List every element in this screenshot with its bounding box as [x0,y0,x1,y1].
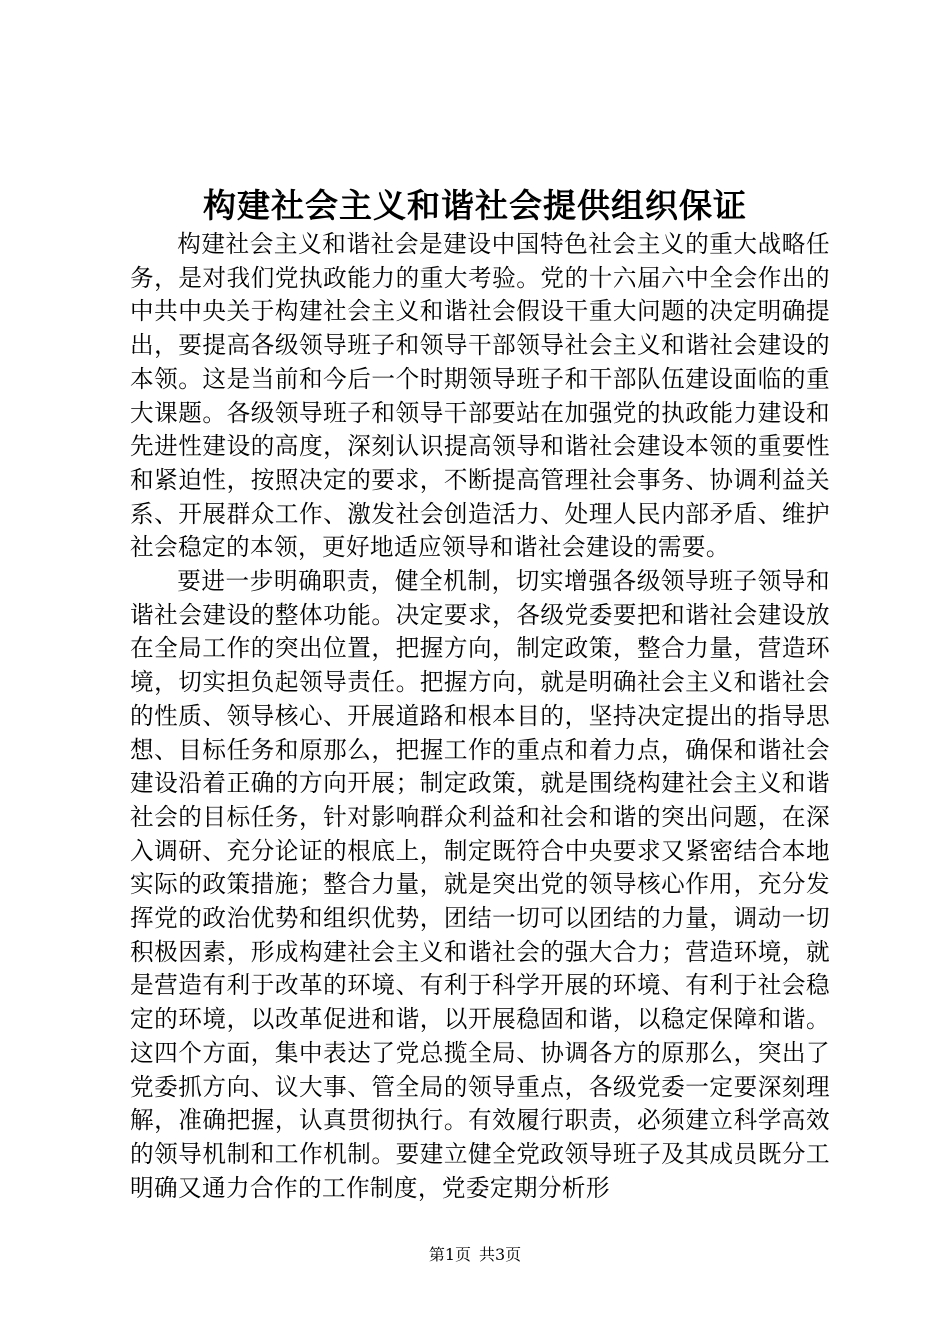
paragraph-2: 要进一步明确职责，健全机制，切实增强各级领导班子领导和谐社会建设的整体功能。决定要求，各级党委要把和谐社会建设放在全局工作的突出位置，把握方向，制定政策，整合力量，营造环境，切实担负起领导责任。把握方向，就是明确社会主义和谐社会的性质、领导核心、开展道路和根本目的，坚持决定提出的指导思想、目标任务和原那么，把握工作的重点和着力点，确保和谐社会建设沿着正确的方向开展；制定政策，就是围绕构建社会主义和谐社会的目标任务，针对影响群众利益和社会和谐的突出问题，在深入调研、充分论证的根底上，制定既符合中央要求又紧密结合本地实际的政策措施；整合力量，就是突出党的领导核心作用，充分发挥党的政治优势和组织优势，团结一切可以团结的力量，调动一切积极因素，形成构建社会主义和谐社会的强大合力；营造环境，就是营造有利于改革的环境、有利于科学开展的环境、有利于社会稳定的环境，以改革促进和谐，以开展稳固和谐，以稳定保障和谐。这四个方面，集中表达了党总揽全局、协调各方的原那么，突出了党委抓方向、议大事、管全局的领导重点，各级党委一定要深刻理解，准确把握，认真贯彻执行。有效履行职责，必须建立科学高效的领导机制和工作机制。要建立健全党政领导班子及其成员既分工明确又通力合作的工作制度，党委定期分析形 [130,567,830,1202]
page-footer [0,1244,950,1266]
document-body [130,228,830,1205]
page-total: 共3页 [479,1245,522,1264]
document-title: 构建社会主义和谐社会提供组织保证 [203,186,747,225]
paragraph-1: 构建社会主义和谐社会是建设中国特色社会主义的重大战略任务，是对我们党执政能力的重大考验。党的十六届六中全会作出的中共中央关于构建社会主义和谐社会假设干重大问题的决定明确提出，要提高各级领导班子和领导干部领导社会主义和谐社会建设的本领。这是当前和今后一个时期领导班子和干部队伍建设面临的重大课题。各级领导班子和领导干部要站在加强党的执政能力建设和先进性建设的高度，深刻认识提高领导和谐社会建设本领的重要性和紧迫性，按照决定的要求，不断提高管理社会事务、协调利益关系、开展群众工作、激发社会创造活力、处理人民内部矛盾、维护社会稳定的本领，更好地适应领导和谐社会建设的需要。 [130,230,830,562]
page-number: 第1页 [428,1245,471,1264]
